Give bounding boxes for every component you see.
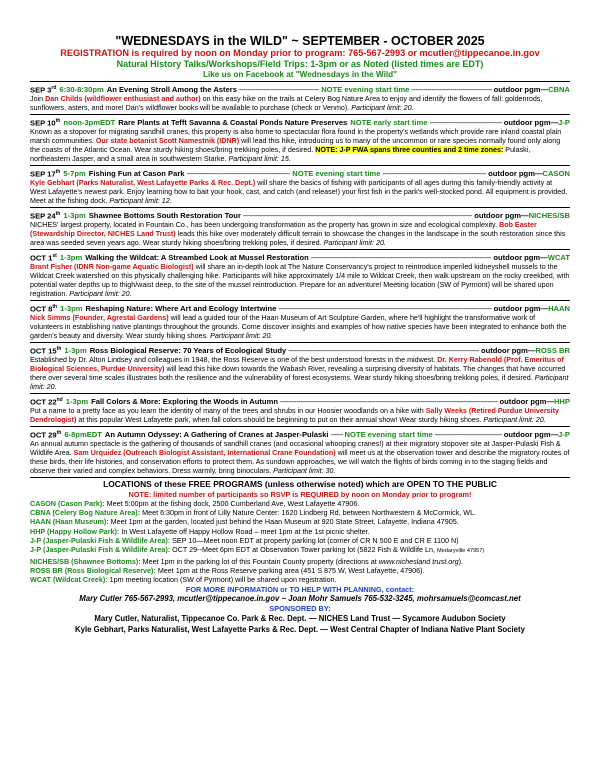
locations-note: NOTE: limited number of participants so RSVP is REQUIRED by noon on Monday prior to program!	[128, 489, 472, 499]
participant-limit: Participant limit: 12.	[109, 196, 172, 205]
participant-limit: Participant limit: 20.	[351, 103, 414, 112]
participant-limit: Participant limit: 30.	[273, 466, 336, 475]
event-speaker: Dr. Kerry Rabenold (Prof. Emeritus of Biological Sciences, Purdue University)	[30, 356, 564, 374]
event-location-code: NICHES/SB	[528, 211, 570, 221]
event-description: An annual autumn spectacle is the gathering of thousands of sandhill cranes (and occasional whooping cranes!) at their migratory stopover site at Jasper-Pulaski Fish & Wildlife Area. Sam Urquidez (Outreach Biologist Assistant, International Crane Foundation) will meet us at the observation tower and describe the migratory routes of these birds, their life histories, and conservation efforts to protect them. As sundown approaches, we will watch the flights of birds coming in to the staging fields and observe their varied and complex behaviors. Dress warmly, bring binoculars. Participant limit: 30.	[30, 440, 570, 475]
event-headline: SEP 10th noon-3pmEDT Rare Plants at Tefft Savanna & Coastal Ponds Nature Preserves NOTE early start time ----- outdoor pgm— J-P	[30, 116, 570, 129]
event-title: Reshaping Nature: Where Art and Ecology Intertwine	[85, 304, 277, 314]
event-location-code: WCAT	[547, 253, 570, 263]
event-speaker: Nick Simms (Founder, Agrestal Gardens)	[30, 314, 169, 323]
registration-notice: REGISTRATION is required by noon on Monday prior to program: 765-567-2993 or mcutler@tippecanoe.in.gov	[60, 48, 540, 58]
event-sep-3	[30, 82, 570, 115]
event-headline: SEP 3rd 6:30-8:30pm An Evening Stroll Among the Asters ----- NOTE evening start time ----- outdoor pgm— CBNA	[30, 83, 570, 96]
event-time: 5-7pm	[63, 169, 86, 179]
event-time: 1-3pm	[59, 253, 83, 263]
event-description: Kyle Gebhart (Parks Naturalist, West Lafayette Parks & Rec. Dept.) will share the basics of fishing with participants of all ages during this family-friendly activity at West Lafayette's newest park. Enjoy learning how to bait your hook, cast, and catch (and release!) your first fish in the park's well-stocked pond. All equipment is provided. Meet at the fishing dock. Participant limit: 12.	[30, 179, 568, 205]
event-headline: OCT 15th 1-3pm Ross Biological Reserve: 70 Years of Ecological Study ----- outdoor pgm— ROSS BR	[30, 344, 570, 357]
location-item: ROSS BR (Ross Biological Reserve): Meet 1pm at the Ross Reserve parking area (451 S 875 W, West Lafayette, 47906).	[30, 565, 425, 575]
sponsored-by-title: SPONSORED BY:	[269, 604, 331, 614]
contact-line: Mary Cutler 765-567-2993, mcutler@tippecanoe.in.gov ~ Joan Mohr Samuels 765-532-3245, mohrsamuels@comcast.net	[79, 594, 521, 604]
event-headline: OCT 29th 6-8pmEDT An Autumn Odyssey: A Gathering of Cranes at Jasper-Pulaski ----- NOTE evening start time ----- outdoor pgm— J-P	[30, 428, 570, 441]
more-info-title: FOR MORE INFORMATION or TO HELP WITH PLANNING, contact:	[185, 585, 415, 595]
participant-limit: Participant limit: 20.	[30, 373, 569, 391]
event-title: Fall Colors & More: Exploring the Woods in Autumn	[91, 397, 278, 407]
location-item: HHP (Happy Hollow Park): In West Lafayette off Happy Hollow Road – meet 1pm at the 1st picnic shelter.	[30, 526, 370, 536]
participant-limit: Participant limit: 20.	[323, 238, 386, 247]
event-oct-22	[30, 394, 570, 427]
event-sep-10	[30, 115, 570, 166]
event-location-code: CASON	[542, 169, 570, 179]
event-time: 1-3pm	[65, 397, 89, 407]
event-headline: OCT 1st 1-3pm Walking the Wildcat: A Streambed Look at Mussel Restoration ----- outdoor pgm— WCAT	[30, 251, 570, 264]
event-description: Established by Dr. Alton Lindsey and colleagues in 1948, the Ross Reserve is one of the best understood forests in the midwest. Dr. Kerry Rabenold (Prof. Emeritus of Biological Sciences, Purdue University) will lead this hike down towards the Wabash River, revealing a surprising diversity of habitats. The changes that have occurred there over several time scales illustrates both the resilience and the vulnerability of forest ecosystems. Wear sturdy hiking shoes/bring trekking poles, if desired. Participant limit: 20.	[30, 356, 569, 391]
event-oct-29	[30, 427, 570, 478]
niches-website-link[interactable]: www.nichesland trust.org	[378, 556, 459, 566]
event-description: Put a name to a pretty face as you learn the identity of many of the trees and shrubs in our Hoosier woodlands on a hike with Sally Weeks (Retired Purdue University Dendrologist) at this popular West Lafayette park, when fall colors should be beginning to put on their annual show! Wear sturdy hiking shoes. Participant limit: 20.	[30, 407, 559, 424]
event-sep-24	[30, 208, 570, 250]
participant-limit: Participant limit: 15.	[228, 154, 291, 163]
event-description: Known as a stopover for migrating sandhill cranes, this property is also home to spectacular flora found in the property's wetlands which provide rare inland coastal plain marsh communities. Our state botanist Scott Namestnik (IDNR) will lead this hike, introducing us to many of the uncommon or rare species normally found only along the coasts of the Atlantic Ocean. Wear sturdy hiking shoes/bring trekking poles, if desired. NOTE: J-P FWA spans three counties and 2 time zones: Pulaski, northeastern Jasper, and a small area in southwestern Starke. Participant limit: 15.	[30, 128, 562, 163]
location-list	[30, 499, 570, 585]
event-speaker: Brant Fisher (IDNR Non-game Aquatic Biologist)	[30, 263, 194, 272]
event-headline: SEP 17th 5-7pm Fishing Fun at Cason Park ----- NOTE evening start time ----- outdoor pgm— CASON	[30, 167, 570, 180]
event-oct-8	[30, 301, 570, 343]
event-time: noon-3pmEDT	[63, 118, 116, 128]
event-speaker: Dan Childs (wildflower enthusiast and author)	[45, 95, 201, 104]
location-item: NICHES/SB (Shawnee Bottoms): Meet 1pm in the parking lot of this Fountain County property (directions at www.nichesland trust.org).	[30, 556, 464, 566]
event-note: NOTE evening start time	[344, 430, 433, 440]
timezone-highlight: NOTE: J-P FWA spans three counties and 2 time zones:	[315, 145, 504, 154]
event-time: 1-3pm	[63, 211, 86, 221]
event-oct-15	[30, 343, 570, 394]
location-item: J-P (Jasper-Pulaski Fish & Wildlife Area): SEP 10—Meet noon EDT at property parking lot (corner of CR N 500 E and CR E 1100 N)	[30, 535, 459, 545]
event-speaker: Sam Urquidez (Outreach Biologist Assistant, International Crane Foundation)	[73, 449, 336, 458]
event-headline: SEP 24th 1-3pm Shawnee Bottoms South Restoration Tour ----- outdoor pgm— NICHES/SB	[30, 209, 570, 222]
event-note: NOTE evening start time	[292, 169, 381, 179]
event-title: Walking the Wildcat: A Streambed Look at Mussel Restoration	[85, 253, 309, 263]
event-speaker: Our state botanist Scott Namestnik (IDNR)	[95, 137, 240, 146]
event-description: NICHES' largest property, located in Fountain Co., has been undergoing transformation as the property has grown in size and ecological complexity. Bob Easter (Stewardship Director, NICHES Land Trust) leads this hike over moderately difficult terrain to showcase the changes in the landscape in the south restoration since this area was seeded seven years ago. Wear sturdy hiking shoes/bring trekking poles, if desired. Participant limit: 20.	[30, 221, 566, 247]
event-speaker: Kyle Gebhart (Parks Naturalist, West Lafayette Parks & Rec. Dept.)	[30, 179, 256, 188]
event-location-code: CBNA	[548, 85, 570, 95]
participant-limit: Participant limit: 20.	[210, 331, 273, 340]
event-speaker: Bob Easter (Stewardship Director, NICHES Land Trust)	[30, 221, 537, 239]
event-description: Join Dan Childs (wildflower enthusiast and author) on this easy hike on the trails at Celery Bog Nature Area to enjoy and identify the flowers of fall: goldenrods, sunflowers, asters, and more! Dan's wildflower books will be available to purchase (check or Venmo). Participant limit: 20.	[30, 95, 543, 112]
event-sep-17	[30, 166, 570, 208]
event-time: 6-8pmEDT	[64, 430, 102, 440]
location-item: HAAN (Haan Museum): Meet 1pm at the garden, located just behind the Haan Museum at 920 State Street, Lafayette, Indiana 47905.	[30, 517, 459, 527]
event-title: An Evening Stroll Among the Asters	[106, 85, 237, 95]
event-note: NOTE evening start time	[321, 85, 410, 95]
event-title: Shawnee Bottoms South Restoration Tour	[88, 211, 241, 221]
participant-limit: Participant limit: 20.	[69, 289, 132, 298]
location-item: WCAT (Wildcat Creek): 1pm meeting location (SW of Pyrmont) will be shared upon registration.	[30, 575, 337, 585]
participant-limit: Participant limit: 20.	[483, 416, 546, 424]
event-headline: OCT 22nd 1-3pm Fall Colors & More: Exploring the Woods in Autumn ----- outdoor pgm— HHP	[30, 395, 570, 408]
event-location-code: J-P	[558, 118, 570, 128]
event-note: NOTE early start time	[350, 118, 428, 128]
event-title: Fishing Fun at Cason Park	[88, 169, 185, 179]
location-item: CBNA (Celery Bog Nature Area): Meet 6:30pm in front of Lilly Nature Center: 1620 Lindberg Rd, between Northwestern & McCormick, WL.	[30, 508, 477, 518]
event-time: 1-3pm	[64, 346, 87, 356]
program-subtitle: Natural History Talks/Workshops/Field Trips: 1-3pm or as Noted (listed times are EDT)	[116, 59, 484, 69]
event-title: An Autumn Odyssey: A Gathering of Cranes at Jasper-Pulaski	[104, 430, 329, 440]
sponsor-line-2: Kyle Gebhart, Parks Naturalist, West Lafayette Parks & Rec. Dept. — West Central Chapter of Indiana Native Plant Society	[75, 624, 525, 634]
event-oct-1	[30, 250, 570, 301]
event-location-code: ROSS BR	[535, 346, 570, 356]
event-speaker: Sally Weeks (Retired Purdue University Dendrologist)	[30, 407, 559, 424]
event-location-code: HAAN	[548, 304, 570, 314]
event-time: 1-3pm	[60, 304, 83, 314]
event-headline: OCT 8th 1-3pm Reshaping Nature: Where Art and Ecology Intertwine ----- outdoor pgm— HAAN	[30, 302, 570, 315]
facebook-line: Like us on Facebook at "Wednesdays in the Wild"	[202, 69, 398, 79]
locations-title: LOCATIONS of these FREE PROGRAMS (unless otherwise noted) which are OPEN TO THE PUBLIC	[103, 478, 497, 489]
location-item: CASON (Cason Park): Meet 5:00pm at the fishing dock, 2500 Cumberland Ave, West Lafayette 47906.	[30, 498, 360, 508]
flyer-title: "WEDNESDAYS in the WILD" ~ SEPTEMBER - OCTOBER 2025	[115, 34, 485, 48]
location-item: J-P (Jasper-Pulaski Fish & Wildlife Area): OCT 29--Meet 6pm EDT at Observation Tower parking lot (5822 Fish & Wildlife Ln, Medaryville 47957)	[30, 545, 485, 555]
event-title: Ross Biological Reserve: 70 Years of Ecological Study	[89, 346, 287, 356]
event-list	[30, 81, 570, 478]
event-description: Nick Simms (Founder, Agrestal Gardens) will lead a guided tour of the Haan Museum of Art Sculpture Garden, where he'll highlight the transformative work of volunteers in establishing native plantings throughout the grounds. Come discover insights and examples of how native species have been integrated to enhance both the garden's beauty and diversity. Wear sturdy hiking shoes. Participant limit: 20.	[30, 314, 567, 340]
event-location-code: HHP	[553, 397, 570, 407]
event-time: 6:30-8:30pm	[59, 85, 104, 95]
sponsor-line-1: Mary Cutler, Naturalist, Tippecanoe Co. Park & Rec. Dept. — NICHES Land Trust — Sycamore Audubon Society	[94, 614, 506, 624]
event-location-code: J-P	[558, 430, 570, 440]
event-description: Brant Fisher (IDNR Non-game Aquatic Biologist) will share an in-depth look at The Nature Conservancy's project to reintroduce imperiled kidneyshell mussels to the Wildcat Creek watershed on this physically challenging hike. Participants will hike approximately 1/4 mile to Wildcat Creek, then walk upstream on the rocky creekbed, with potential water depths up to thigh/waist deep, to the site of the mussel reintroduction. Prepare for an adventure! Meeting location (SW of Pyrmont) will be shared upon registration. Participant limit: 20.	[30, 263, 570, 298]
event-title: Rare Plants at Tefft Savanna & Coastal Ponds Nature Preserves	[118, 118, 348, 128]
